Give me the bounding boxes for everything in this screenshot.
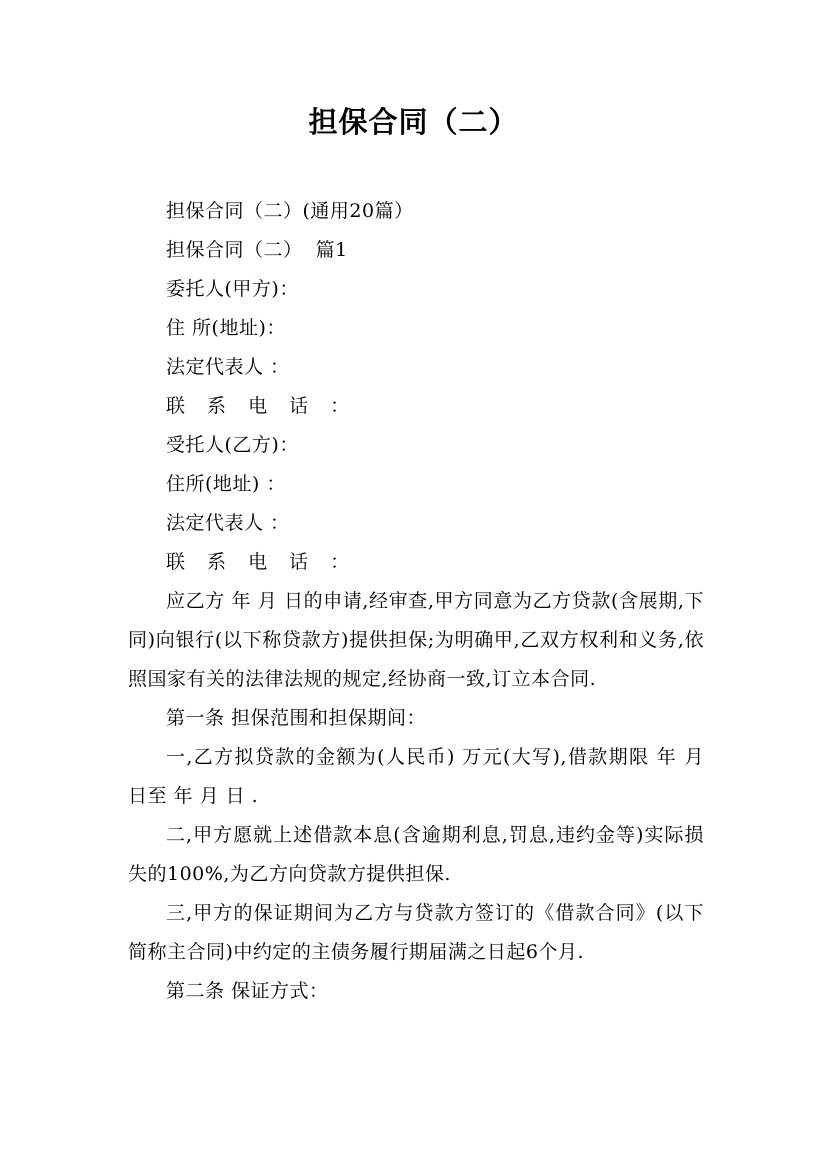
document-title: 担保合同（二） [308,105,519,139]
paragraph-clause-2: 二,甲方愿就上述借款本息(含逾期利息,罚息,违约金等)实际损失的100%,为乙方向贷款方提供担保. [128,824,704,885]
paragraph-principal-phone: 联 系 电 话 ： [166,395,358,417]
paragraph-agent-phone: 联 系 电 话 ： [166,551,358,573]
paragraph-clause-1: 一,乙方拟贷款的金额为(人民币) 万元(大写),借款期限 年 月 日至 年 月 日 . [128,746,711,807]
paragraph-principal: 委托人(甲方)： [166,278,299,300]
paragraph-agent: 受托人(乙方)： [166,434,299,456]
paragraph-clause-3: 三,甲方的保证期间为乙方与贷款方签订的《借款合同》(以下简称主合同)中约定的主债务履行期届满之日起6个月. [128,902,704,963]
paragraph-section-heading: 担保合同（二） 篇1 [166,239,348,261]
paragraph-subtitle: 担保合同（二）(通用20篇） [166,200,414,222]
paragraph-preamble: 应乙方 年 月 日的申请,经审查,甲方同意为乙方贷款(含展期,下同)向银行(以下称贷款方)提供担保;为明确甲,乙双方权利和义务,依照国家有关的法律法规的规定,经协商一致,订立本合同. [128,590,704,690]
paragraph-agent-representative: 法定代表人 ： [166,512,290,534]
paragraph-agent-address: 住所(地址) ： [166,473,286,495]
paragraph-principal-representative: 法定代表人 ： [166,356,290,378]
paragraph-principal-address: 住 所(地址)： [166,317,286,339]
document-body [128,192,711,1011]
paragraph-article-1-heading: 第一条 担保范围和担保期间： [166,707,427,729]
paragraph-article-2-heading: 第二条 保证方式： [166,980,329,1002]
